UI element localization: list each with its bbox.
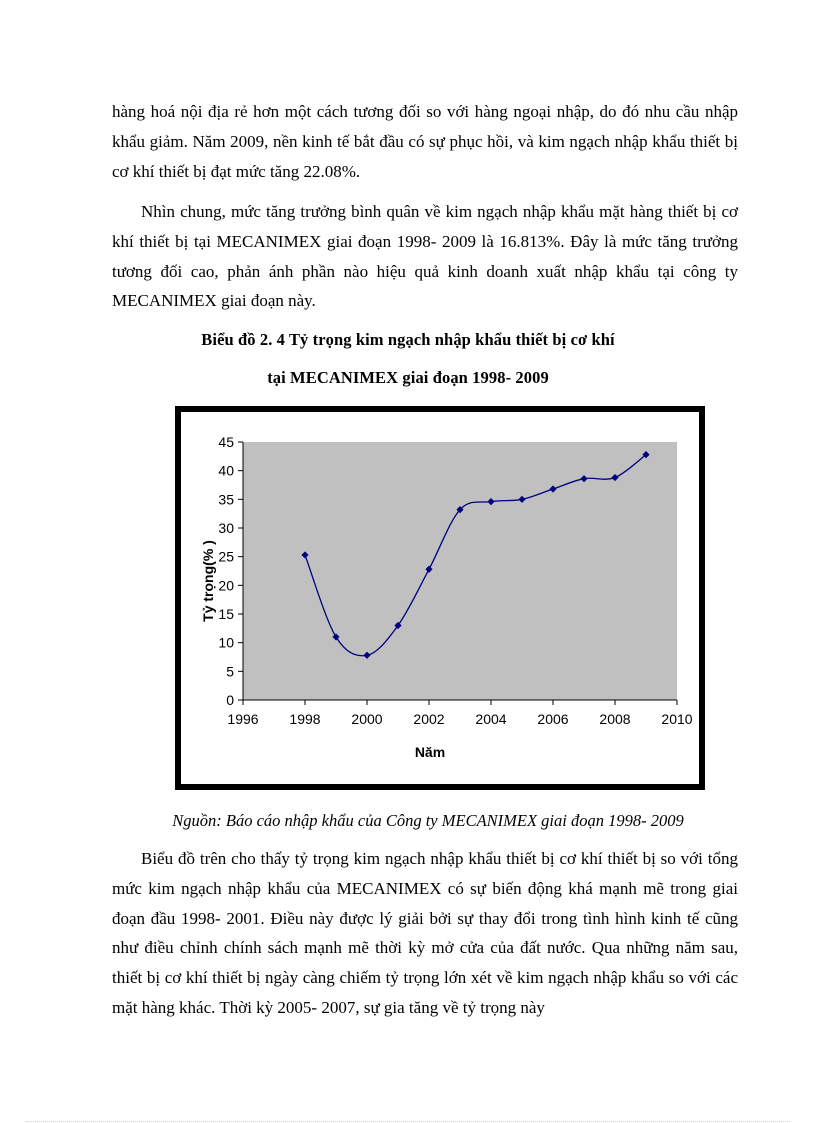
x-tick-label: 2000	[351, 711, 383, 727]
x-tick-label: 2006	[537, 711, 569, 727]
paragraph-continuation: hàng hoá nội địa rẻ hơn một cách tương đối so với hàng ngoại nhập, do đó nhu cầu nhập khẩu giảm. Năm 2009, nền kinh tế bắt đầu có sự phục hồi, và kim ngạch nhập khẩu thiết bị cơ khí thiết bị đạt mức tăng 22.08%.	[112, 102, 738, 181]
paragraph-growth-summary: Nhìn chung, mức tăng trưởng bình quân về kim ngạch nhập khẩu mặt hàng thiết bị cơ khí thiết bị tại MECANIMEX giai đoạn 1998- 2009 là 16.813%. Đây là mức tăng trưởng tương đối cao, phản ánh phần nào hiệu quả kinh doanh xuất nhập khẩu tại công ty MECANIMEX giai đoạn này.	[112, 202, 738, 311]
chart-caption-line-2: tại MECANIMEX giai đoạn 1998- 2009	[267, 368, 549, 387]
y-tick-label: 40	[218, 462, 234, 479]
y-axis-ticks	[218, 434, 243, 708]
page-footer-divider	[26, 1121, 790, 1122]
x-tick-label: 2004	[475, 711, 507, 727]
y-tick-label: 45	[218, 434, 234, 450]
plot-area	[243, 442, 677, 700]
y-tick-label: 35	[218, 491, 234, 508]
y-axis-title: Tỷ trọng(% )	[200, 540, 216, 622]
x-axis-title: Năm	[414, 744, 446, 760]
x-tick-label: 2008	[599, 711, 631, 727]
y-tick-label: 15	[218, 606, 234, 622]
x-tick-label: 1998	[289, 711, 321, 727]
chart-source-note: Nguồn: Báo cáo nhập khẩu của Công ty MECANIMEX giai đoạn 1998- 2009	[172, 811, 684, 830]
x-axis-ticks	[227, 700, 692, 727]
line-chart	[181, 412, 699, 784]
x-tick-label: 2010	[661, 711, 693, 727]
y-tick-label: 25	[218, 548, 234, 565]
x-tick-label: 2002	[413, 711, 445, 727]
y-tick-label: 30	[218, 520, 234, 536]
y-tick-label: 5	[226, 663, 234, 680]
y-tick-label: 10	[218, 634, 234, 651]
y-tick-label: 20	[218, 577, 234, 594]
x-tick-label: 1996	[227, 711, 259, 727]
chart-caption-line-1: Biểu đồ 2. 4 Tỷ trọng kim ngạch nhập khẩu thiết bị cơ khí	[201, 330, 615, 349]
y-tick-label: 0	[226, 692, 234, 708]
paragraph-chart-analysis: Biểu đồ trên cho thấy tỷ trọng kim ngạch nhập khẩu thiết bị cơ khí thiết bị so với tổng mức kim ngạch nhập khẩu của MECANIMEX có sự biến động khá mạnh mẽ trong giai đoạn đầu 1998- 2001. Điều này được lý giải bởi sự thay đổi trong tình hình kinh tế cũng như điều chỉnh chính sách mạnh mẽ thời kỳ mở cửa của đất nước. Qua những năm sau, thiết bị cơ khí thiết bị ngày càng chiếm tỷ trọng lớn xét về kim ngạch nhập khẩu so với các mặt hàng khác. Thời kỳ 2005- 2007, sự gia tăng về tỷ trọng này	[112, 849, 738, 1017]
chart-frame	[175, 406, 705, 790]
